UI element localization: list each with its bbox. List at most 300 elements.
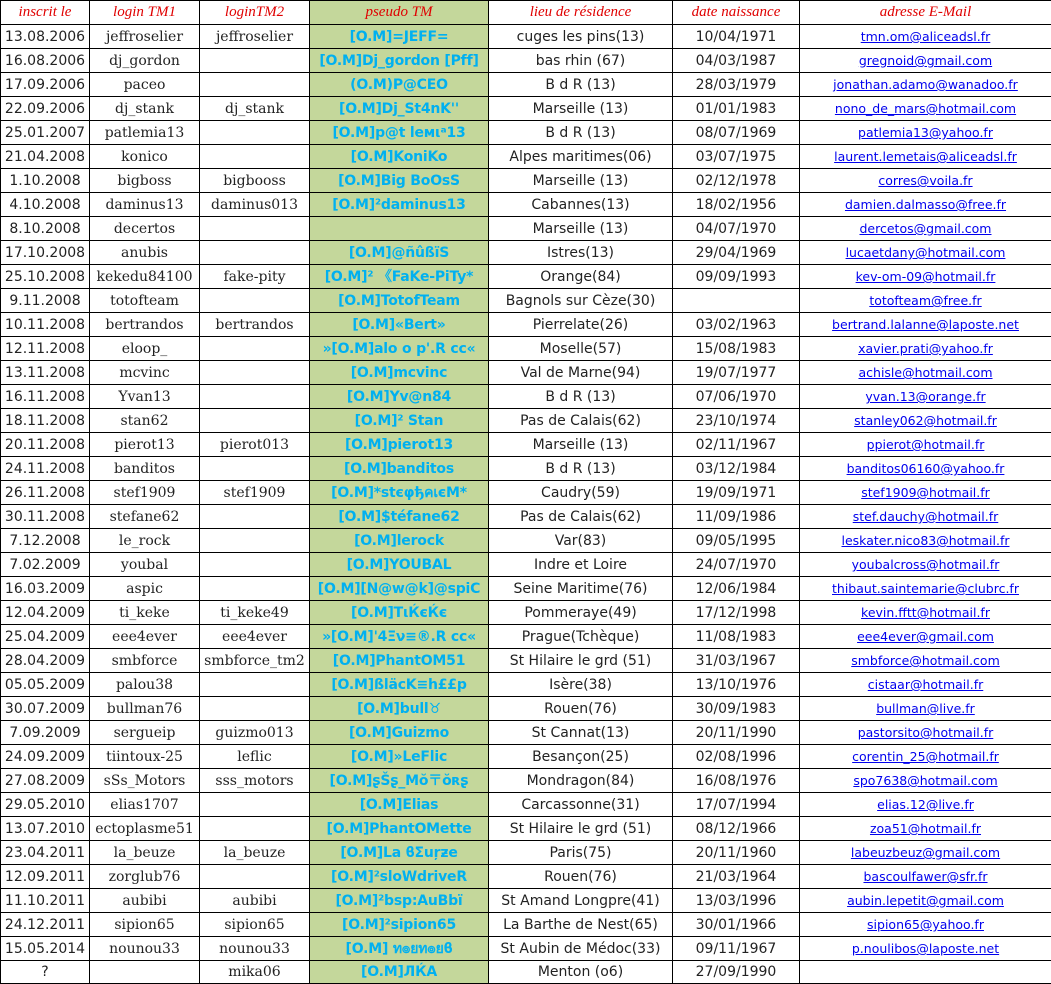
table-row (1, 649, 1051, 673)
cell-login-tm1: zorglub76 (90, 865, 200, 889)
cell-naissance: 28/03/1979 (673, 73, 800, 97)
table-row (1, 481, 1051, 505)
email-link[interactable]: kev-om-09@hotmail.fr (856, 269, 996, 284)
cell-naissance: 17/12/1998 (673, 601, 800, 625)
cell-lieu: Isère(38) (489, 673, 673, 697)
email-link[interactable]: smbforce@hotmail.com (851, 653, 1000, 668)
cell-naissance: 19/07/1977 (673, 361, 800, 385)
cell-pseudo-tm: [O.M]pierot13 (310, 433, 489, 457)
cell-naissance: 23/10/1974 (673, 409, 800, 433)
cell-inscrit: 10.11.2008 (1, 313, 90, 337)
cell-pseudo-tm: [O.M]PhantOMette (310, 817, 489, 841)
cell-inscrit: 1.10.2008 (1, 169, 90, 193)
table-body (1, 25, 1051, 984)
cell-pseudo-tm: [O.M]ʂŠʂ_Mŏ〒ŏʀʂ (310, 769, 489, 793)
email-link[interactable]: kevin.fftt@hotmail.fr (861, 605, 990, 620)
email-link[interactable]: stef1909@hotmail.fr (861, 485, 990, 500)
cell-login-tm1: eee4ever (90, 625, 200, 649)
cell-inscrit: 16.11.2008 (1, 385, 90, 409)
cell-pseudo-tm: [O.M]ßläcK≡h££p (310, 673, 489, 697)
cell-login-tm2 (200, 673, 310, 697)
cell-login-tm1: bertrandos (90, 313, 200, 337)
cell-naissance: 09/11/1967 (673, 937, 800, 961)
cell-inscrit: 25.01.2007 (1, 121, 90, 145)
cell-login-tm1: patlemia13 (90, 121, 200, 145)
email-link[interactable]: achisle@hotmail.com (858, 365, 992, 380)
cell-pseudo-tm: [O.M]Guizmo (310, 721, 489, 745)
cell-login-tm1: totofteam (90, 289, 200, 313)
cell-naissance: 13/10/1976 (673, 673, 800, 697)
cell-login-tm1: le_rock (90, 529, 200, 553)
email-link[interactable]: patlemia13@yahoo.fr (858, 125, 993, 140)
cell-email (800, 673, 1051, 697)
cell-naissance: 11/08/1983 (673, 625, 800, 649)
cell-login-tm1: paceo (90, 73, 200, 97)
cell-email (800, 793, 1051, 817)
cell-login-tm2 (200, 409, 310, 433)
table-row (1, 457, 1051, 481)
cell-lieu: Moselle(57) (489, 337, 673, 361)
cell-login-tm2 (200, 49, 310, 73)
email-link[interactable]: nono_de_mars@hotmail.com (835, 101, 1016, 116)
cell-inscrit: 20.11.2008 (1, 433, 90, 457)
cell-login-tm2: eee4ever (200, 625, 310, 649)
cell-pseudo-tm: [O.M]=JEFF= (310, 25, 489, 49)
cell-lieu: Indre et Loire (489, 553, 673, 577)
cell-pseudo-tm: [O.M]² Stan (310, 409, 489, 433)
email-link[interactable]: dercetos@gmail.com (859, 221, 991, 236)
table-row (1, 961, 1051, 984)
cell-lieu: Besançon(25) (489, 745, 673, 769)
cell-login-tm1: ti_keke (90, 601, 200, 625)
cell-lieu: Marseille (13) (489, 217, 673, 241)
cell-login-tm1: la_beuze (90, 841, 200, 865)
cell-email (800, 25, 1051, 49)
cell-email (800, 121, 1051, 145)
cell-login-tm1: palou38 (90, 673, 200, 697)
cell-inscrit: 7.12.2008 (1, 529, 90, 553)
cell-naissance: 21/03/1964 (673, 865, 800, 889)
table-row (1, 601, 1051, 625)
cell-email (800, 361, 1051, 385)
email-link[interactable]: yvan.13@orange.fr (865, 389, 985, 404)
cell-login-tm1: ectoplasme51 (90, 817, 200, 841)
cell-email (800, 457, 1051, 481)
table-row (1, 49, 1051, 73)
cell-login-tm2 (200, 385, 310, 409)
cell-login-tm1: nounou33 (90, 937, 200, 961)
cell-lieu: B d R (13) (489, 385, 673, 409)
cell-naissance: 09/09/1993 (673, 265, 800, 289)
cell-pseudo-tm: [O.M]²daminus13 (310, 193, 489, 217)
cell-login-tm2: ti_keke49 (200, 601, 310, 625)
cell-inscrit: 17.09.2006 (1, 73, 90, 97)
cell-login-tm2: bigbooss (200, 169, 310, 193)
cell-email (800, 289, 1051, 313)
table-row (1, 121, 1051, 145)
cell-email (800, 241, 1051, 265)
cell-login-tm1: bigboss (90, 169, 200, 193)
cell-pseudo-tm (310, 217, 489, 241)
cell-login-tm1: decertos (90, 217, 200, 241)
cell-login-tm1: mcvinc (90, 361, 200, 385)
cell-login-tm2: pierot013 (200, 433, 310, 457)
cell-inscrit: 21.04.2008 (1, 145, 90, 169)
cell-email (800, 145, 1051, 169)
cell-email (800, 193, 1051, 217)
email-link[interactable]: lucaetdany@hotmail.com (846, 245, 1006, 260)
cell-lieu: B d R (13) (489, 121, 673, 145)
cell-pseudo-tm: »[O.M]alo o p'.R cc« (310, 337, 489, 361)
table-row (1, 385, 1051, 409)
cell-inscrit: 4.10.2008 (1, 193, 90, 217)
cell-inscrit: 13.08.2006 (1, 25, 90, 49)
cell-email (800, 433, 1051, 457)
cell-login-tm2 (200, 577, 310, 601)
email-link[interactable]: gregnoid@gmail.com (859, 53, 992, 68)
cell-email (800, 169, 1051, 193)
cell-inscrit: 23.04.2011 (1, 841, 90, 865)
email-link[interactable]: bascoulfawer@sfr.fr (863, 869, 987, 884)
table-row (1, 673, 1051, 697)
cell-login-tm2: guizmo013 (200, 721, 310, 745)
cell-lieu: Pas de Calais(62) (489, 505, 673, 529)
cell-login-tm1: pierot13 (90, 433, 200, 457)
cell-naissance: 30/01/1966 (673, 913, 800, 937)
table-row (1, 697, 1051, 721)
cell-lieu: Val de Marne(94) (489, 361, 673, 385)
cell-naissance: 18/02/1956 (673, 193, 800, 217)
cell-email (800, 649, 1051, 673)
cell-naissance: 24/07/1970 (673, 553, 800, 577)
cell-login-tm2 (200, 289, 310, 313)
cell-naissance: 02/11/1967 (673, 433, 800, 457)
email-link[interactable]: damien.dalmasso@free.fr (845, 197, 1006, 212)
cell-email (800, 313, 1051, 337)
header-login-tm1: login TM1 (90, 1, 200, 25)
table-row (1, 721, 1051, 745)
cell-login-tm2 (200, 145, 310, 169)
cell-pseudo-tm: [O.M]p@t leмιᵃ13 (310, 121, 489, 145)
cell-lieu: Menton (o6) (489, 961, 673, 984)
cell-login-tm2 (200, 73, 310, 97)
cell-login-tm1: daminus13 (90, 193, 200, 217)
email-link[interactable]: p.noulibos@laposte.net (852, 941, 999, 956)
cell-lieu: La Barthe de Nest(65) (489, 913, 673, 937)
email-link[interactable]: bullman@live.fr (876, 701, 975, 716)
cell-inscrit: 12.09.2011 (1, 865, 90, 889)
cell-email (800, 49, 1051, 73)
cell-inscrit: 24.12.2011 (1, 913, 90, 937)
cell-lieu: Mondragon(84) (489, 769, 673, 793)
email-link[interactable]: tmn.om@aliceadsl.fr (861, 29, 991, 44)
email-link[interactable]: stanley062@hotmail.fr (854, 413, 997, 428)
email-link[interactable]: stef.dauchy@hotmail.fr (853, 509, 999, 524)
cell-lieu: cuges les pins(13) (489, 25, 673, 49)
table-row (1, 865, 1051, 889)
table-row (1, 553, 1051, 577)
cell-lieu: Rouen(76) (489, 697, 673, 721)
cell-pseudo-tm: [O.M] ท๏ยท๏ยϐ (310, 937, 489, 961)
cell-lieu: Seine Maritime(76) (489, 577, 673, 601)
cell-naissance: 11/09/1986 (673, 505, 800, 529)
cell-pseudo-tm: (O.M)P@CEO (310, 73, 489, 97)
email-link[interactable]: spo7638@hotmail.com (853, 773, 997, 788)
cell-lieu: Prague(Tchèque) (489, 625, 673, 649)
cell-email (800, 817, 1051, 841)
cell-pseudo-tm: [O.M]@ñûßïS (310, 241, 489, 265)
cell-naissance: 10/04/1971 (673, 25, 800, 49)
cell-naissance (673, 289, 800, 313)
email-link[interactable]: sipion65@yahoo.fr (867, 917, 984, 932)
table-row (1, 289, 1051, 313)
cell-email (800, 265, 1051, 289)
cell-inscrit: 13.07.2010 (1, 817, 90, 841)
cell-email (800, 841, 1051, 865)
cell-naissance: 01/01/1983 (673, 97, 800, 121)
cell-login-tm2 (200, 865, 310, 889)
cell-pseudo-tm: [O.M]YOUBAL (310, 553, 489, 577)
cell-lieu: Carcassonne(31) (489, 793, 673, 817)
cell-pseudo-tm: [O.M]²bsp:AuBbï (310, 889, 489, 913)
cell-naissance: 02/12/1978 (673, 169, 800, 193)
table-row (1, 793, 1051, 817)
cell-lieu: Istres(13) (489, 241, 673, 265)
cell-login-tm2: la_beuze (200, 841, 310, 865)
cell-login-tm1: kekedu84100 (90, 265, 200, 289)
cell-inscrit: 7.09.2009 (1, 721, 90, 745)
cell-pseudo-tm: [O.M]lerock (310, 529, 489, 553)
cell-naissance: 12/06/1984 (673, 577, 800, 601)
cell-login-tm2: sipion65 (200, 913, 310, 937)
email-link[interactable]: aubin.lepetit@gmail.com (847, 893, 1004, 908)
table-row (1, 217, 1051, 241)
email-link[interactable]: bertrand.lalanne@laposte.net (832, 317, 1019, 332)
cell-email (800, 697, 1051, 721)
cell-inscrit: 24.09.2009 (1, 745, 90, 769)
table-row (1, 97, 1051, 121)
cell-naissance: 02/08/1996 (673, 745, 800, 769)
cell-login-tm1: bullman76 (90, 697, 200, 721)
cell-lieu: St Amand Longpre(41) (489, 889, 673, 913)
cell-naissance: 19/09/1971 (673, 481, 800, 505)
table-row (1, 529, 1051, 553)
cell-login-tm2 (200, 217, 310, 241)
cell-email (800, 577, 1051, 601)
email-link[interactable]: cistaar@hotmail.fr (868, 677, 984, 692)
email-link[interactable]: ppierot@hotmail.fr (867, 437, 985, 452)
cell-inscrit: 11.10.2011 (1, 889, 90, 913)
header-pseudo-tm: pseudo TM (310, 1, 489, 25)
cell-login-tm2: fake-pity (200, 265, 310, 289)
cell-login-tm1: smbforce (90, 649, 200, 673)
cell-login-tm2 (200, 817, 310, 841)
cell-email (800, 73, 1051, 97)
cell-pseudo-tm: [O.M]bull♉ (310, 697, 489, 721)
cell-login-tm1: stan62 (90, 409, 200, 433)
cell-pseudo-tm: [O.M]$téfane62 (310, 505, 489, 529)
cell-pseudo-tm: [O.M]Big BoOsS (310, 169, 489, 193)
cell-lieu: Alpes maritimes(06) (489, 145, 673, 169)
email-link[interactable]: xavier.prati@yahoo.fr (858, 341, 993, 356)
cell-inscrit: 28.04.2009 (1, 649, 90, 673)
email-link[interactable]: zoa51@hotmail.fr (870, 821, 981, 836)
cell-lieu: St Aubin de Médoc(33) (489, 937, 673, 961)
cell-login-tm1: sergueip (90, 721, 200, 745)
cell-lieu: Marseille (13) (489, 433, 673, 457)
cell-lieu: Rouen(76) (489, 865, 673, 889)
cell-login-tm1: jeffroselier (90, 25, 200, 49)
cell-email (800, 217, 1051, 241)
cell-login-tm1: Yvan13 (90, 385, 200, 409)
cell-login-tm1: banditos (90, 457, 200, 481)
cell-login-tm2 (200, 505, 310, 529)
cell-login-tm2 (200, 361, 310, 385)
cell-naissance: 09/05/1995 (673, 529, 800, 553)
cell-naissance: 03/02/1963 (673, 313, 800, 337)
cell-lieu: Orange(84) (489, 265, 673, 289)
email-link[interactable]: totofteam@free.fr (869, 293, 981, 308)
table-row (1, 193, 1051, 217)
header-login-tm2: loginTM2 (200, 1, 310, 25)
cell-pseudo-tm: [O.M]PhantOM51 (310, 649, 489, 673)
cell-login-tm2 (200, 337, 310, 361)
cell-naissance: 08/12/1966 (673, 817, 800, 841)
cell-naissance: 29/04/1969 (673, 241, 800, 265)
table-row (1, 361, 1051, 385)
cell-lieu: Var(83) (489, 529, 673, 553)
cell-naissance: 03/07/1975 (673, 145, 800, 169)
cell-pseudo-tm: [O.M]ЛЌA (310, 961, 489, 984)
cell-inscrit: 12.11.2008 (1, 337, 90, 361)
cell-lieu: Marseille (13) (489, 169, 673, 193)
cell-inscrit: 16.08.2006 (1, 49, 90, 73)
cell-login-tm1: youbal (90, 553, 200, 577)
cell-login-tm2: dj_stank (200, 97, 310, 121)
cell-naissance: 03/12/1984 (673, 457, 800, 481)
table-row (1, 817, 1051, 841)
email-link[interactable]: elias.12@live.fr (877, 797, 974, 812)
cell-inscrit: 30.11.2008 (1, 505, 90, 529)
cell-login-tm2 (200, 697, 310, 721)
header-lieu: lieu de résidence (489, 1, 673, 25)
cell-inscrit: 24.11.2008 (1, 457, 90, 481)
cell-login-tm2: nounou33 (200, 937, 310, 961)
cell-pseudo-tm: [O.M]KoniKo (310, 145, 489, 169)
cell-login-tm2: sss_motors (200, 769, 310, 793)
cell-email (800, 937, 1051, 961)
cell-inscrit: 13.11.2008 (1, 361, 90, 385)
cell-email (800, 601, 1051, 625)
table-row (1, 913, 1051, 937)
table-row (1, 937, 1051, 961)
table-row (1, 745, 1051, 769)
cell-inscrit: 7.02.2009 (1, 553, 90, 577)
cell-login-tm2 (200, 121, 310, 145)
cell-email (800, 913, 1051, 937)
cell-naissance: 15/08/1983 (673, 337, 800, 361)
cell-login-tm2 (200, 457, 310, 481)
cell-naissance: 30/09/1983 (673, 697, 800, 721)
cell-email (800, 385, 1051, 409)
cell-naissance: 17/07/1994 (673, 793, 800, 817)
email-link[interactable]: corres@voila.fr (878, 173, 972, 188)
header-inscrit: inscrit le (1, 1, 90, 25)
email-link[interactable]: labeuzbeuz@gmail.com (851, 845, 1000, 860)
cell-email (800, 769, 1051, 793)
cell-login-tm1: aubibi (90, 889, 200, 913)
cell-pseudo-tm: [O.M]TιЌєЌє (310, 601, 489, 625)
table-row (1, 505, 1051, 529)
cell-pseudo-tm: [O.M]»LeFlic (310, 745, 489, 769)
table-row (1, 73, 1051, 97)
email-link[interactable]: eee4ever@gmail.com (857, 629, 994, 644)
email-link[interactable]: banditos06160@yahoo.fr (847, 461, 1005, 476)
cell-naissance: 08/07/1969 (673, 121, 800, 145)
cell-inscrit: 22.09.2006 (1, 97, 90, 121)
table-row (1, 337, 1051, 361)
cell-login-tm1: aspic (90, 577, 200, 601)
cell-login-tm2: bertrandos (200, 313, 310, 337)
cell-pseudo-tm: [O.M]Dj_gordon [Pff] (310, 49, 489, 73)
cell-inscrit: 29.05.2010 (1, 793, 90, 817)
cell-email (800, 625, 1051, 649)
table-row (1, 625, 1051, 649)
cell-pseudo-tm: [O.M]² 《FaKe-PiTy* (310, 265, 489, 289)
cell-login-tm2: smbforce_tm2 (200, 649, 310, 673)
email-link[interactable]: youbalcross@hotmail.fr (852, 557, 1000, 572)
cell-pseudo-tm: [O.M]²sloWdriveR (310, 865, 489, 889)
cell-naissance: 20/11/1990 (673, 721, 800, 745)
cell-lieu: Bagnols sur Cèze(30) (489, 289, 673, 313)
cell-login-tm2: aubibi (200, 889, 310, 913)
table-row (1, 313, 1051, 337)
cell-login-tm2: jeffroselier (200, 25, 310, 49)
email-link[interactable]: pastorsito@hotmail.fr (858, 725, 994, 740)
cell-lieu: St Hilaire le grd (51) (489, 817, 673, 841)
cell-login-tm1: tiintoux-25 (90, 745, 200, 769)
table-row (1, 769, 1051, 793)
email-link[interactable]: laurent.lemetais@aliceadsl.fr (834, 149, 1017, 164)
email-link[interactable]: thibaut.saintemarie@clubrc.fr (832, 581, 1019, 596)
cell-lieu: Pas de Calais(62) (489, 409, 673, 433)
cell-inscrit: 12.04.2009 (1, 601, 90, 625)
cell-login-tm1 (90, 961, 200, 984)
cell-lieu: Caudry(59) (489, 481, 673, 505)
cell-pseudo-tm: [O.M]TotofTeam (310, 289, 489, 313)
cell-naissance: 07/06/1970 (673, 385, 800, 409)
cell-pseudo-tm: [O.M]Dj_St4nK'' (310, 97, 489, 121)
cell-inscrit: 27.08.2009 (1, 769, 90, 793)
table-row (1, 577, 1051, 601)
cell-login-tm2 (200, 553, 310, 577)
cell-naissance: 04/03/1987 (673, 49, 800, 73)
cell-lieu: Marseille (13) (489, 97, 673, 121)
cell-login-tm1: sSs_Motors (90, 769, 200, 793)
email-link[interactable]: jonathan.adamo@wanadoo.fr (833, 77, 1018, 92)
table-row (1, 169, 1051, 193)
cell-inscrit: 25.10.2008 (1, 265, 90, 289)
cell-login-tm1: dj_stank (90, 97, 200, 121)
cell-login-tm2 (200, 241, 310, 265)
cell-pseudo-tm: [O.M]²sipion65 (310, 913, 489, 937)
cell-inscrit: 9.11.2008 (1, 289, 90, 313)
cell-email (800, 553, 1051, 577)
email-link[interactable]: leskater.nico83@hotmail.fr (842, 533, 1010, 548)
email-link[interactable]: corentin_25@hotmail.fr (852, 749, 999, 764)
table-row (1, 409, 1051, 433)
table-row (1, 265, 1051, 289)
